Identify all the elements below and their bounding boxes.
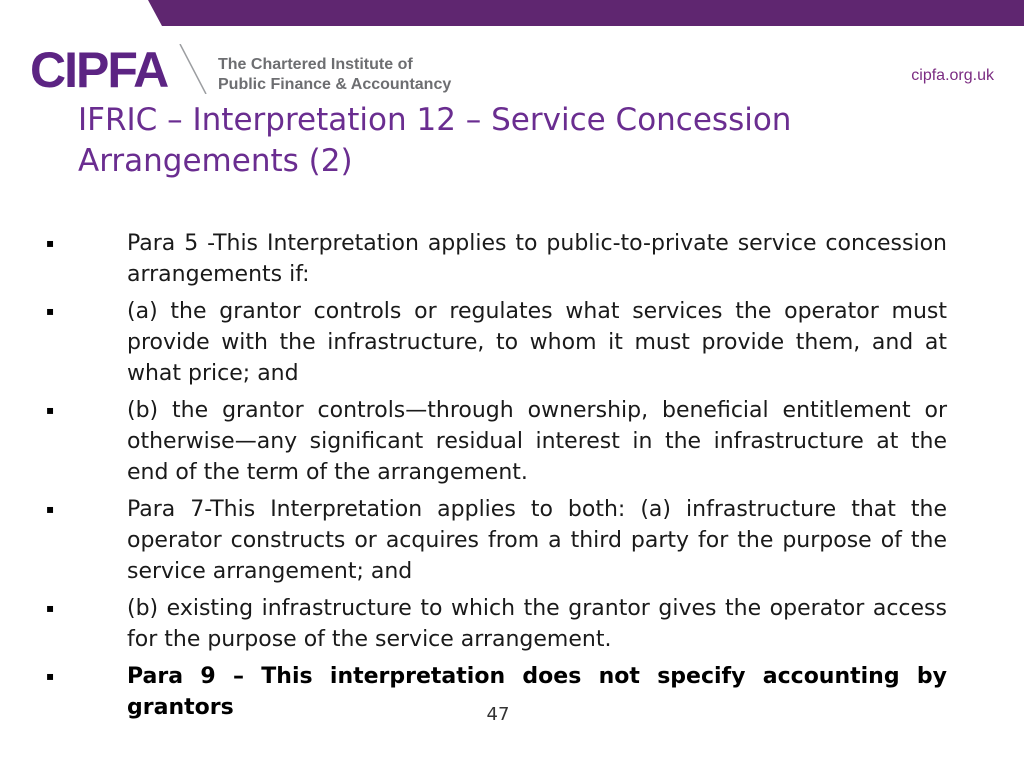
top-banner xyxy=(0,0,1024,26)
bullet-square-icon: ▪ xyxy=(46,502,55,516)
bullet-square-icon: ▪ xyxy=(46,601,55,615)
slide-title: IFRIC – Interpretation 12 – Service Concession Arrangements (2) xyxy=(78,102,792,179)
bullet-item xyxy=(0,494,1024,587)
bullet-square-icon: ▪ xyxy=(46,403,55,417)
logo-tagline-line2: Public Finance & Accountancy xyxy=(218,76,452,93)
page-number: 47 xyxy=(486,704,510,725)
cipfa-logo xyxy=(30,42,452,98)
bullet-text: (a) the grantor controls or regulates what services the operator must provide with the infrastructure, to whom it must provide them, and at what price; and xyxy=(127,299,947,386)
bullet-text: Para 9 – This interpretation does not specify accounting by grantors xyxy=(127,664,947,720)
logo-divider-icon xyxy=(178,44,208,94)
logo-tagline-line1: The Chartered Institute of xyxy=(218,56,413,73)
bullet-text: Para 5 -This Interpretation applies to public-to-private service concession arrangements if: xyxy=(127,231,947,287)
website-link[interactable]: cipfa.org.uk xyxy=(911,67,994,84)
bullet-text: (b) existing infrastructure to which the grantor gives the operator access for the purpose of the service arrangement. xyxy=(127,596,947,652)
logo-wordmark: CIPFA xyxy=(30,42,168,98)
bullet-item xyxy=(0,593,1024,655)
bullet-item xyxy=(0,228,1024,290)
bullet-square-icon: ▪ xyxy=(46,236,55,250)
bullet-square-icon: ▪ xyxy=(46,304,55,318)
bullet-item xyxy=(0,296,1024,389)
bullet-square-icon: ▪ xyxy=(46,669,55,683)
bullet-text: Para 7-This Interpretation applies to both: (a) infrastructure that the operator constructs or acquires from a third party for the purpose of the service arrangement; and xyxy=(127,497,947,584)
bullet-list xyxy=(0,228,1024,729)
bullet-text: (b) the grantor controls—through ownership, beneficial entitlement or otherwise—any significant residual interest in the infrastructure at the end of the term of the arrangement. xyxy=(127,398,947,485)
bullet-item xyxy=(0,395,1024,488)
